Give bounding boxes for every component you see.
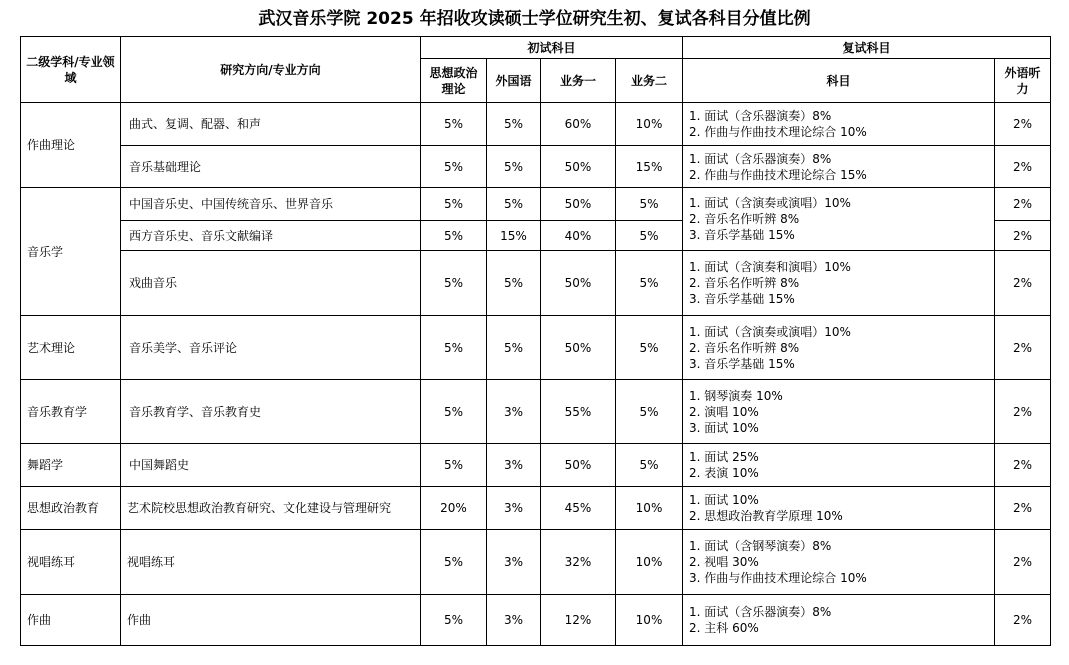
table-row: [21, 251, 1051, 316]
subject-line: 1. 面试（含乐器演奏）8%: [689, 605, 832, 619]
foreign-cell: 5%: [487, 146, 541, 188]
politics-cell: 20%: [421, 487, 487, 530]
foreign-cell: 5%: [487, 103, 541, 146]
major2-cell: 5%: [616, 380, 683, 444]
major1-cell: 50%: [541, 188, 616, 221]
retest-subject-cell: [683, 444, 995, 487]
header-discipline: 二级学科/专业领域: [21, 37, 121, 103]
subject-line: 3. 作曲与作曲技术理论综合 10%: [689, 571, 867, 585]
retest-subject-cell: [683, 530, 995, 595]
politics-cell: 5%: [421, 380, 487, 444]
direction-cell: 艺术院校思想政治教育研究、文化建设与管理研究: [121, 487, 421, 530]
discipline-cell: 视唱练耳: [21, 530, 121, 595]
foreign-cell: 3%: [487, 530, 541, 595]
header-retest-group: 复试科目: [683, 37, 1051, 59]
retest-subject-cell: [683, 103, 995, 146]
discipline-cell: 艺术理论: [21, 316, 121, 380]
discipline-cell: 思想政治教育: [21, 487, 121, 530]
subject-line: 2. 音乐名作听辨 8%: [689, 212, 800, 226]
politics-cell: 5%: [421, 251, 487, 316]
table-row: [21, 487, 1051, 530]
subject-line: 3. 音乐学基础 15%: [689, 228, 795, 242]
politics-cell: 5%: [421, 316, 487, 380]
listening-cell: 2%: [995, 530, 1051, 595]
header-subject: 科目: [683, 59, 995, 103]
retest-subject-cell: [683, 316, 995, 380]
subject-line: 1. 面试（含乐器演奏）8%: [689, 151, 832, 166]
discipline-cell: 音乐教育学: [21, 380, 121, 444]
foreign-cell: 5%: [487, 188, 541, 221]
major1-cell: 60%: [541, 103, 616, 146]
major2-cell: 10%: [616, 530, 683, 595]
listening-cell: 2%: [995, 487, 1051, 530]
subject-line: 2. 思想政治教育学原理 10%: [689, 509, 843, 523]
politics-cell: 5%: [421, 595, 487, 646]
header-politics: 思想政治理论: [421, 59, 487, 103]
politics-cell: 5%: [421, 530, 487, 595]
table-row: [21, 595, 1051, 646]
major1-cell: 50%: [541, 146, 616, 188]
retest-subject-cell: [683, 188, 995, 251]
listening-cell: 2%: [995, 251, 1051, 316]
listening-cell: 2%: [995, 595, 1051, 646]
table-row: [21, 146, 1051, 188]
foreign-cell: 15%: [487, 221, 541, 251]
foreign-cell: 3%: [487, 380, 541, 444]
retest-subject-cell: [683, 146, 995, 188]
score-ratio-table: [20, 36, 1051, 646]
subject-line: 1. 面试（含演奏或演唱）10%: [689, 324, 851, 339]
major1-cell: 45%: [541, 487, 616, 530]
foreign-cell: 5%: [487, 316, 541, 380]
subject-line: 2. 作曲与作曲技术理论综合 15%: [689, 167, 867, 182]
subject-line: 2. 音乐名作听辨 8%: [689, 340, 800, 355]
major1-cell: 12%: [541, 595, 616, 646]
direction-cell: 曲式、复调、配器、和声: [121, 103, 421, 146]
header-major1: 业务一: [541, 59, 616, 103]
retest-subject-cell: [683, 595, 995, 646]
page-title: 武汉音乐学院 2025 年招收攻读硕士学位研究生初、复试各科目分值比例: [258, 9, 811, 29]
listening-cell: 2%: [995, 444, 1051, 487]
subject-line: 1. 钢琴演奏 10%: [689, 388, 783, 403]
direction-cell: 作曲: [121, 595, 421, 646]
subject-line: 3. 音乐学基础 15%: [689, 356, 795, 371]
direction-cell: 中国舞蹈史: [121, 444, 421, 487]
table-row: [21, 530, 1051, 595]
subject-line: 2. 表演 10%: [689, 466, 759, 480]
direction-cell: 音乐基础理论: [121, 146, 421, 188]
subject-line: 3. 面试 10%: [689, 420, 759, 435]
politics-cell: 5%: [421, 188, 487, 221]
major1-cell: 50%: [541, 251, 616, 316]
major2-cell: 10%: [616, 487, 683, 530]
major2-cell: 5%: [616, 444, 683, 487]
subject-line: 2. 视唱 30%: [689, 555, 759, 569]
discipline-cell: 作曲: [21, 595, 121, 646]
retest-subject-cell: [683, 487, 995, 530]
politics-cell: 5%: [421, 103, 487, 146]
subject-line: 2. 作曲与作曲技术理论综合 10%: [689, 125, 867, 139]
subject-line: 3. 音乐学基础 15%: [689, 292, 795, 306]
foreign-cell: 3%: [487, 595, 541, 646]
foreign-cell: 3%: [487, 444, 541, 487]
direction-cell: 西方音乐史、音乐文献编译: [121, 221, 421, 251]
major1-cell: 32%: [541, 530, 616, 595]
politics-cell: 5%: [421, 444, 487, 487]
listening-cell: 2%: [995, 316, 1051, 380]
header-foreign: 外国语: [487, 59, 541, 103]
foreign-cell: 3%: [487, 487, 541, 530]
direction-cell: 音乐教育学、音乐教育史: [121, 380, 421, 444]
discipline-cell: 舞蹈学: [21, 444, 121, 487]
subject-line: 1. 面试（含演奏或演唱）10%: [689, 196, 851, 210]
header-major2: 业务二: [616, 59, 683, 103]
direction-cell: 戏曲音乐: [121, 251, 421, 316]
politics-cell: 5%: [421, 146, 487, 188]
table-row: [21, 316, 1051, 380]
politics-cell: 5%: [421, 221, 487, 251]
subject-line: 1. 面试 10%: [689, 493, 759, 507]
direction-cell: 音乐美学、音乐评论: [121, 316, 421, 380]
listening-cell: 2%: [995, 380, 1051, 444]
table-row: [21, 103, 1051, 146]
major2-cell: 5%: [616, 251, 683, 316]
listening-cell: 2%: [995, 221, 1051, 251]
listening-cell: 2%: [995, 188, 1051, 221]
subject-line: 2. 演唱 10%: [689, 404, 759, 419]
table-row: [21, 380, 1051, 444]
foreign-cell: 5%: [487, 251, 541, 316]
major1-cell: 40%: [541, 221, 616, 251]
direction-cell: 中国音乐史、中国传统音乐、世界音乐: [121, 188, 421, 221]
subject-line: 1. 面试（含演奏和演唱）10%: [689, 260, 851, 274]
subject-line: 1. 面试（含乐器演奏）8%: [689, 109, 832, 123]
subject-line: 1. 面试 25%: [689, 450, 759, 464]
header-initial-group: 初试科目: [421, 37, 683, 59]
major1-cell: 50%: [541, 444, 616, 487]
major2-cell: 10%: [616, 595, 683, 646]
major2-cell: 10%: [616, 103, 683, 146]
direction-cell: 视唱练耳: [121, 530, 421, 595]
header-direction: 研究方向/专业方向: [121, 37, 421, 103]
discipline-cell: 音乐学: [21, 188, 121, 316]
major2-cell: 5%: [616, 221, 683, 251]
table-row: [21, 444, 1051, 487]
subject-line: 2. 主科 60%: [689, 621, 759, 635]
discipline-cell: 作曲理论: [21, 103, 121, 188]
retest-subject-cell: [683, 380, 995, 444]
subject-line: 1. 面试（含钢琴演奏）8%: [689, 539, 832, 553]
table-row: [21, 188, 1051, 221]
major2-cell: 5%: [616, 188, 683, 221]
listening-cell: 2%: [995, 146, 1051, 188]
major1-cell: 50%: [541, 316, 616, 380]
subject-line: 2. 音乐名作听辨 8%: [689, 276, 800, 290]
major2-cell: 15%: [616, 146, 683, 188]
retest-subject-cell: [683, 251, 995, 316]
major2-cell: 5%: [616, 316, 683, 380]
major1-cell: 55%: [541, 380, 616, 444]
header-listening: 外语听力: [995, 59, 1051, 103]
listening-cell: 2%: [995, 103, 1051, 146]
